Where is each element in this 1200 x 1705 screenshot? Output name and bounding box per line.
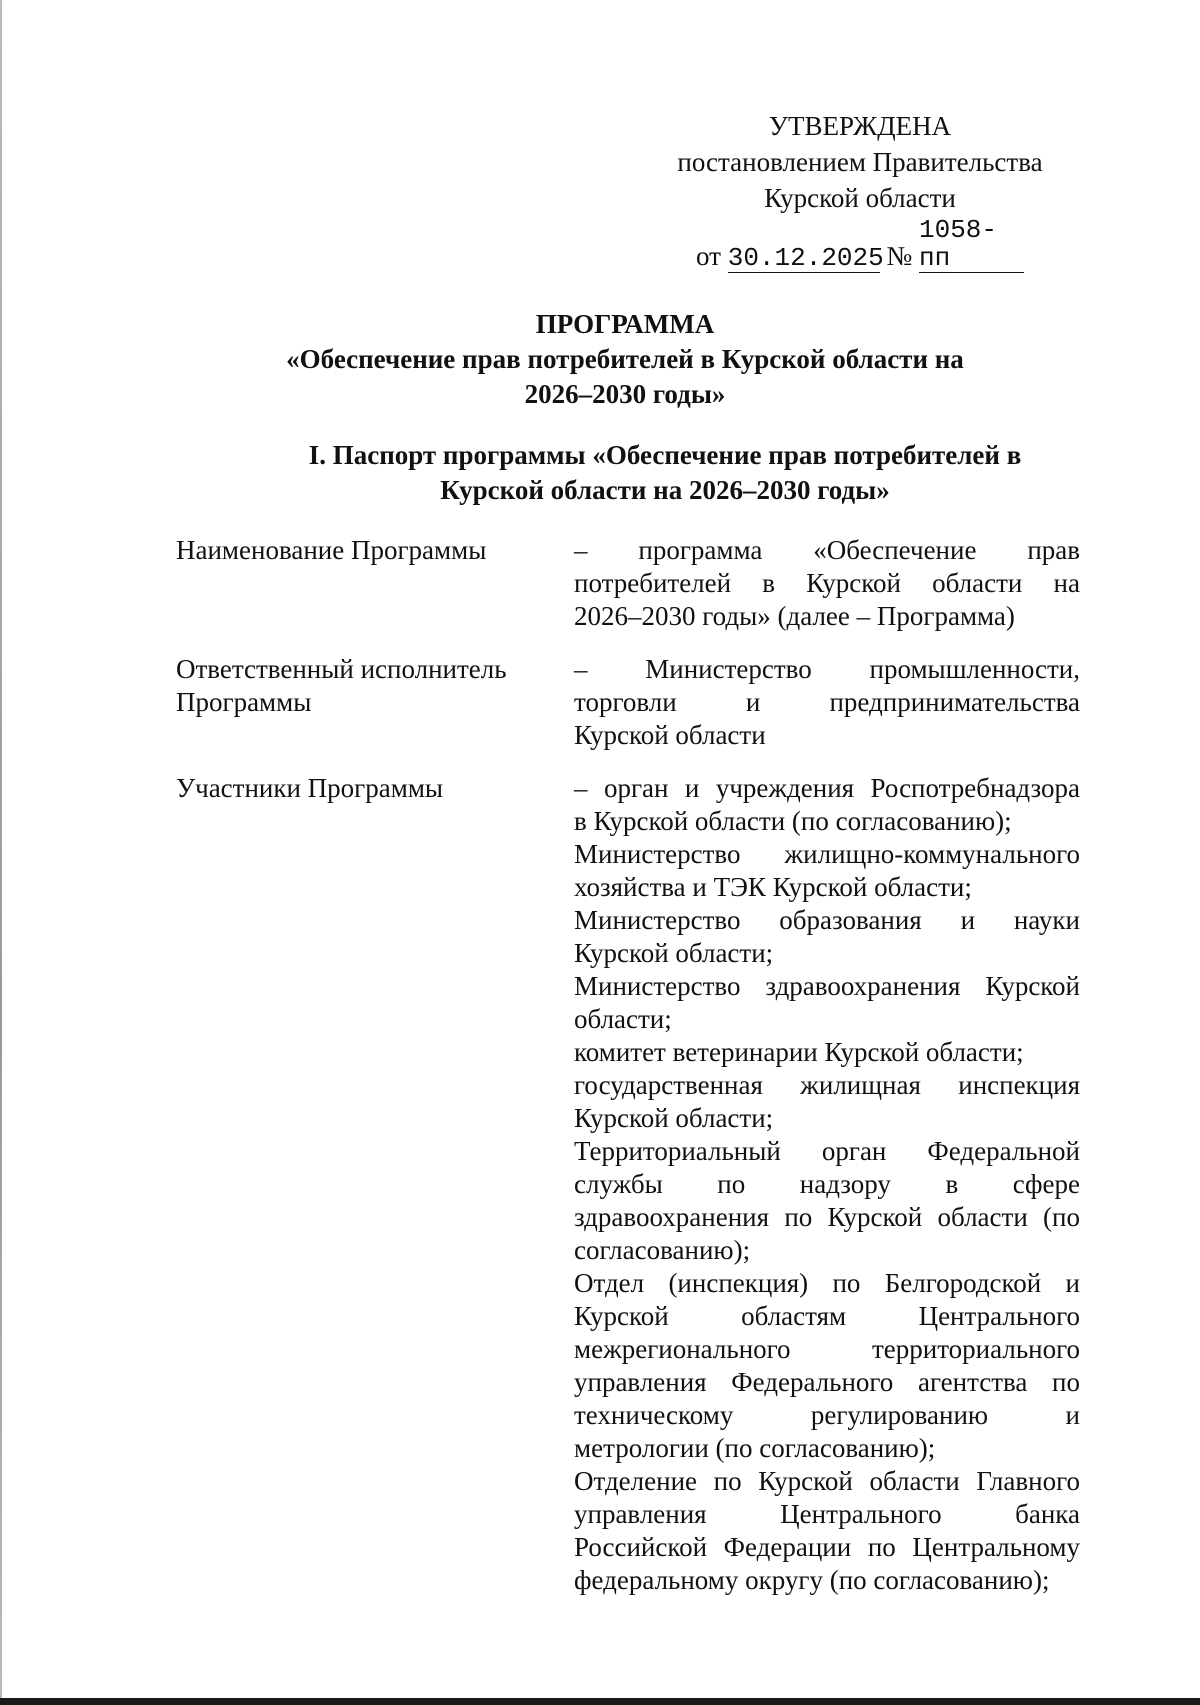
approval-title: УТВЕРЖДЕНА xyxy=(768,111,952,141)
program-heading-line: 2026–2030 годы» xyxy=(524,379,726,409)
passport-table xyxy=(176,534,1086,1617)
passport-value-line: здравоохранения по Курской области (по xyxy=(574,1202,1080,1232)
passport-value-line: государственная жилищная инспекция xyxy=(574,1070,1080,1100)
passport-value-line: согласованию); xyxy=(574,1235,751,1265)
passport-value-line: Курской области; xyxy=(574,1103,774,1133)
passport-value-line: федеральному округу (по согласованию); xyxy=(574,1565,1050,1595)
passport-value-line: Министерство образования и науки xyxy=(574,905,1080,935)
passport-value-line: межрегионального территориального xyxy=(574,1334,1080,1364)
approval-date-line xyxy=(640,216,1080,274)
passport-value-line: – Министерство промышленности, xyxy=(574,654,1080,684)
scan-left-edge xyxy=(0,0,2,1705)
passport-value-line: Министерство жилищно-коммунального xyxy=(574,839,1080,869)
section-heading-line: Курской области на 2026–2030 годы» xyxy=(440,475,890,505)
passport-value xyxy=(574,653,1080,752)
approval-authority: постановлением Правительства xyxy=(677,147,1043,177)
passport-value-line: метрологии (по согласованию); xyxy=(574,1433,936,1463)
section-heading-line: I. Паспорт программы «Обеспечение прав потребителей в xyxy=(308,440,1022,470)
passport-value-line: потребителей в Курской области на xyxy=(574,568,1080,598)
passport-label-line: Участники Программы xyxy=(176,773,444,803)
passport-value-line: Российской Федерации по Центральному xyxy=(574,1532,1080,1562)
passport-value-line: управления Федерального агентства по xyxy=(574,1367,1080,1397)
passport-value-line: Отдел (инспекция) по Белгородской и xyxy=(574,1268,1080,1298)
passport-value-line: области; xyxy=(574,1004,672,1034)
passport-value-line: техническому регулированию и xyxy=(574,1400,1080,1430)
passport-value-line: в Курской области (по согласованию); xyxy=(574,806,1012,836)
passport-value xyxy=(574,534,1080,633)
passport-value-line: Отделение по Курской области Главного xyxy=(574,1466,1080,1496)
scan-bottom-edge xyxy=(0,1698,1200,1705)
number-sign: № xyxy=(886,241,913,271)
passport-row xyxy=(176,772,1086,1597)
passport-row xyxy=(176,534,1086,633)
passport-label-line: Ответственный исполнитель xyxy=(176,654,507,684)
passport-label-line: Наименование Программы xyxy=(176,535,487,565)
passport-label xyxy=(176,653,574,752)
approval-region: Курской области xyxy=(764,183,956,213)
passport-label-line: Программы xyxy=(176,687,312,717)
passport-value-line: торговли и предпринимательства xyxy=(574,687,1080,717)
approval-block xyxy=(640,108,1080,274)
passport-value-line: Курской областям Центрального xyxy=(574,1301,1080,1331)
section-heading xyxy=(255,438,1075,508)
passport-value-line: Территориальный орган Федеральной xyxy=(574,1136,1080,1166)
passport-value xyxy=(574,772,1080,1597)
passport-value-line: Курской области; xyxy=(574,938,774,968)
passport-value-line: хозяйства и ТЭК Курской области; xyxy=(574,872,972,902)
passport-value-line: Курской области xyxy=(574,720,766,750)
passport-label xyxy=(176,772,574,1597)
passport-value-line: – орган и учреждения Роспотребнадзора xyxy=(574,773,1080,803)
passport-value-line: Министерство здравоохранения Курской xyxy=(574,971,1080,1001)
date-prefix: от xyxy=(696,241,721,271)
passport-value-line: 2026–2030 годы» (далее – Программа) xyxy=(574,601,1015,631)
passport-value-line: управления Центрального банка xyxy=(574,1499,1080,1529)
passport-value-line: комитет ветеринарии Курской области; xyxy=(574,1037,1024,1067)
passport-value-line: – программа «Обеспечение прав xyxy=(574,535,1080,565)
program-heading xyxy=(265,307,985,412)
passport-row xyxy=(176,653,1086,752)
document-number: 1058-пп xyxy=(919,216,1024,273)
program-heading-line: «Обеспечение прав потребителей в Курской области на xyxy=(286,344,964,374)
passport-label xyxy=(176,534,574,633)
passport-value-line: службы по надзору в сфере xyxy=(574,1169,1080,1199)
program-heading-line: ПРОГРАММА xyxy=(535,309,715,339)
document-date: 30.12.2025 xyxy=(727,243,884,273)
